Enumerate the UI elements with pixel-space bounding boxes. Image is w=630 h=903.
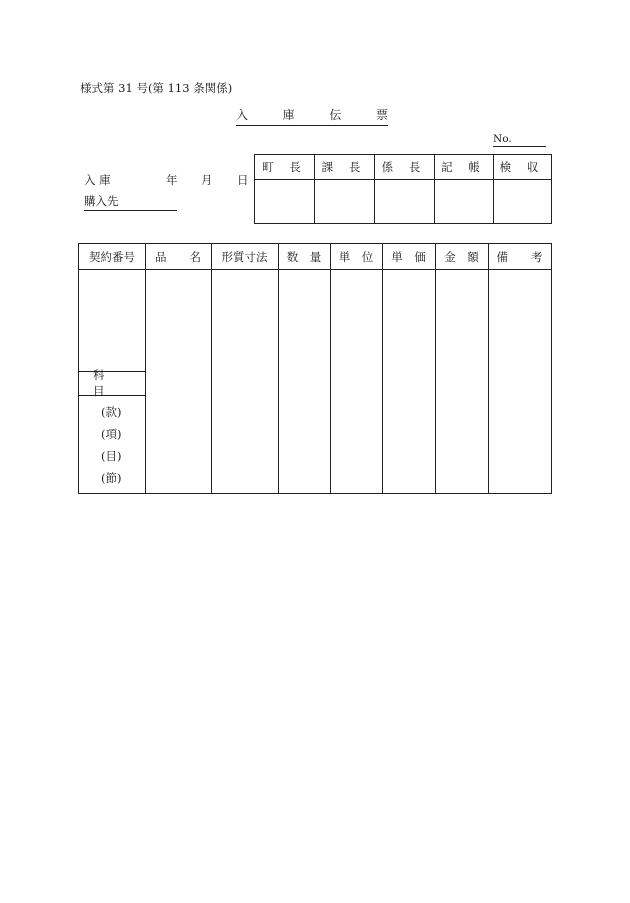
supplier-field: 購入先 [84,193,177,211]
divider [145,244,146,493]
divider [382,244,383,493]
divider [493,155,494,223]
col-header-unit: 単 位 [338,249,374,264]
slip-number-field: No. [493,133,546,147]
header-divider [79,269,551,270]
approval-header-section-chief: 課 長 [314,155,374,180]
divider [278,244,279,493]
col-header-contract-no: 契約番号 [89,249,135,264]
subject-label: 科 目 [93,368,119,398]
receipt-date-row [84,172,252,188]
col-header-quantity: 数 量 [286,249,322,264]
subject-item-setsu: (節) [101,471,122,485]
approval-header-inspection: 検 収 [493,155,551,180]
title-char: 伝 [329,108,342,122]
approval-header-bookkeeping: 記 帳 [434,155,493,180]
col-header-amount: 金 額 [444,249,479,264]
divider [434,155,435,223]
col-header-spec: 形質寸法 [221,249,268,264]
approval-header-subsection-chief: 係 長 [374,155,434,180]
title-char: 庫 [282,108,295,122]
divider [374,155,375,223]
divider [488,244,489,493]
month-label: 月 [201,173,213,187]
form-caption: 様式第 31 号(第 113 条関係) [80,81,233,95]
subject-item-moku: (目) [101,449,122,463]
document-title [236,106,388,126]
divider [435,244,436,493]
col-header-unit-price: 単 価 [391,249,426,264]
approval-stamp-table [254,154,552,224]
subject-item-kou: (項) [101,427,122,441]
subject-item-kan: (款) [101,405,122,419]
receipt-label: 入 庫 [84,173,111,187]
title-char: 票 [375,108,388,122]
divider [211,244,212,493]
col-header-item-name: 品 名 [155,249,201,264]
divider [330,244,331,493]
title-char: 入 [236,108,249,122]
year-label: 年 [166,173,178,187]
ledger-table [78,243,552,494]
day-label: 日 [237,173,249,187]
approval-header-mayor: 町 長 [255,155,314,180]
col-header-remarks: 備 考 [496,249,543,264]
divider [314,155,315,223]
